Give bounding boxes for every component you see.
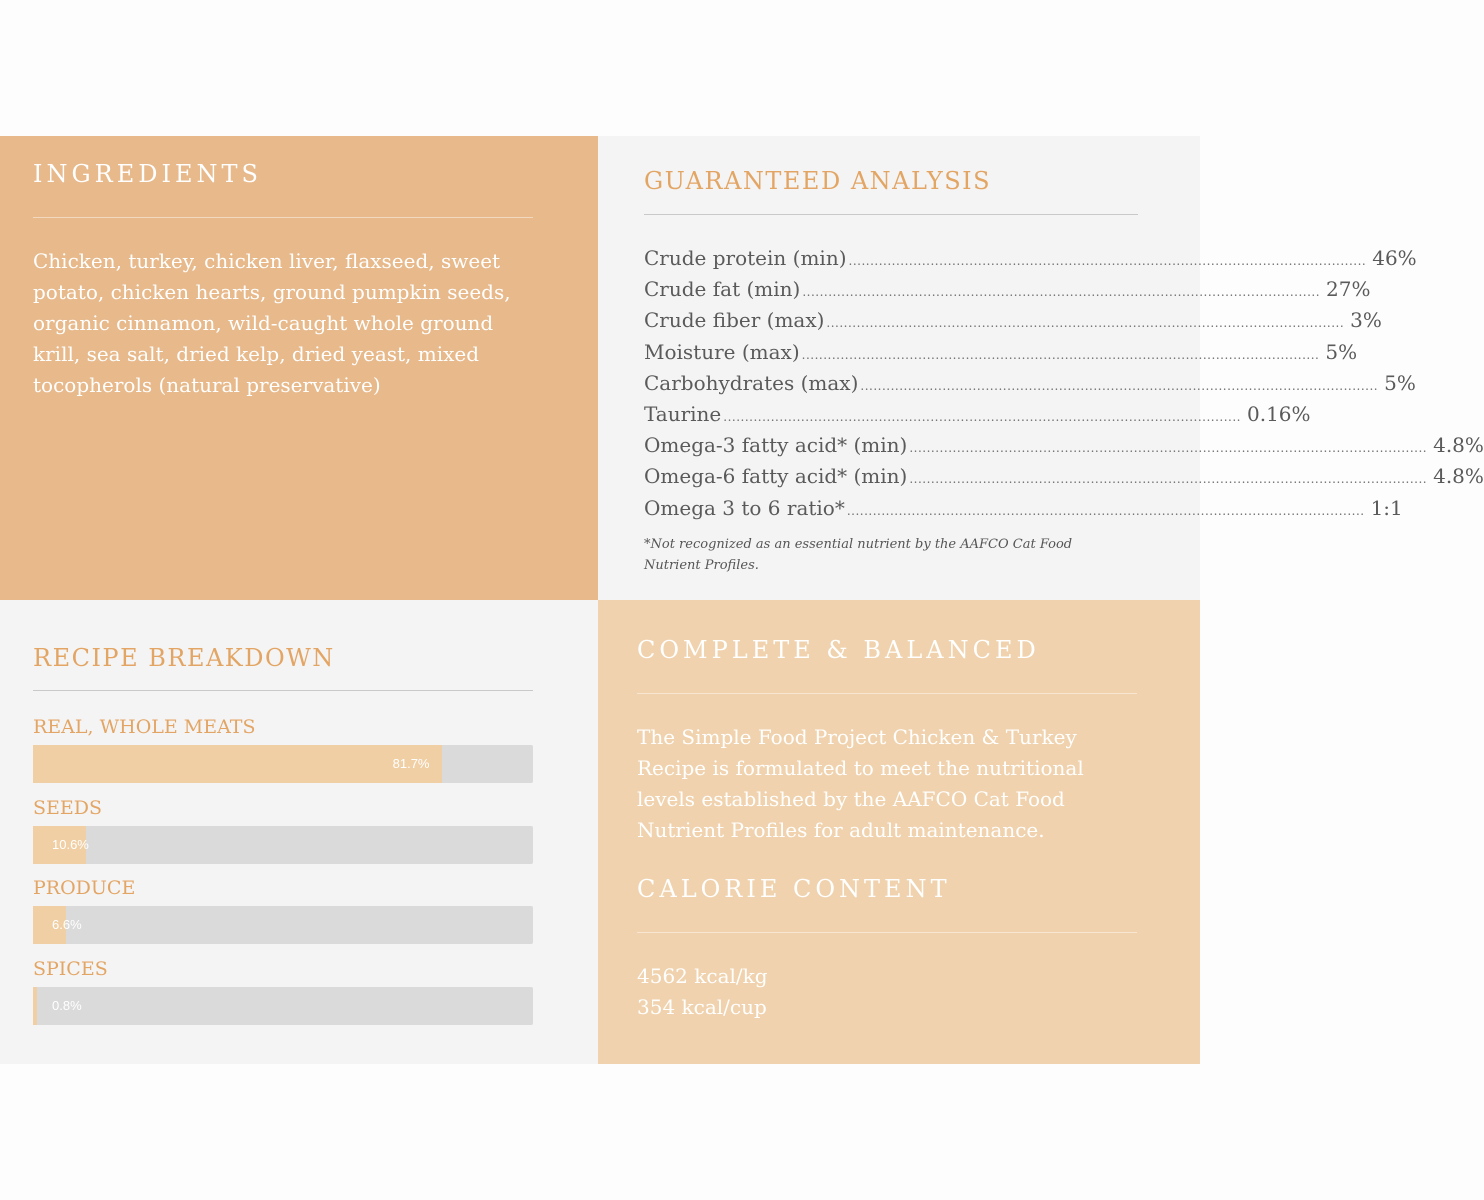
analysis-label: Crude fiber (max) <box>644 308 825 333</box>
divider <box>637 693 1137 694</box>
breakdown-bar-fill <box>33 987 37 1025</box>
analysis-value: 4.8% <box>1433 433 1484 458</box>
analysis-row <box>644 495 1403 527</box>
recipe-breakdown-title: RECIPE BREAKDOWN <box>33 644 335 672</box>
breakdown-percent: 10.6% <box>52 836 89 852</box>
complete-balanced-panel <box>598 600 1200 1064</box>
recipe-breakdown-panel <box>0 600 598 1064</box>
ingredients-title: INGREDIENTS <box>33 160 262 188</box>
analysis-label: Crude protein (min) <box>644 246 847 270</box>
calories-per-cup: 354 kcal/cup <box>637 995 767 1019</box>
divider <box>644 214 1138 215</box>
breakdown-percent: 6.6% <box>52 917 82 932</box>
calories-per-kg: 4562 kcal/kg <box>637 964 768 988</box>
divider <box>33 690 533 691</box>
guaranteed-analysis-panel <box>598 136 1484 600</box>
analysis-value: 0.16% <box>1247 401 1311 426</box>
analysis-footnote: *Not recognized as an essential nutrient by the AAFCO Cat Food Nutrient Profiles. <box>644 537 1073 573</box>
breakdown-label: SEEDS <box>33 796 103 819</box>
analysis-value: 1:1 <box>1370 495 1403 520</box>
analysis-row <box>644 370 1416 402</box>
analysis-row <box>644 464 1484 495</box>
dot-leader: ........................................................................................................................ <box>826 316 1345 331</box>
breakdown-percent: 81.7% <box>392 756 430 771</box>
analysis-row <box>644 308 1382 339</box>
breakdown-bar-track <box>33 745 533 783</box>
dot-leader: ........................................................................................................................ <box>909 472 1428 487</box>
dot-leader: ........................................................................................................................ <box>848 254 1367 268</box>
analysis-row <box>644 401 1311 433</box>
breakdown-bar-track <box>33 987 533 1025</box>
analysis-label: Omega-3 fatty acid* (min) <box>644 433 908 458</box>
breakdown-label: PRODUCE <box>33 877 136 899</box>
complete-balanced-text: The Simple Food Project Chicken & Turkey Recipe is formulated to meet the nutritional levels established by the AAFCO Cat Food Nutrient Profiles for adult maintenance. <box>637 725 1084 842</box>
dot-leader: ........................................................................................................................ <box>860 378 1379 393</box>
ingredients-panel <box>0 136 598 600</box>
analysis-row <box>644 339 1358 371</box>
analysis-label: Taurine <box>644 401 722 426</box>
analysis-row <box>644 277 1371 308</box>
dot-leader: ........................................................................................................................ <box>846 503 1365 518</box>
analysis-value: 3% <box>1350 308 1382 333</box>
analysis-value: 27% <box>1326 277 1371 302</box>
calorie-values <box>637 961 768 1023</box>
divider <box>637 932 1137 933</box>
dot-leader: ........................................................................................................................ <box>801 347 1320 362</box>
analysis-label: Moisture (max) <box>644 339 800 364</box>
analysis-label: Carbohydrates (max) <box>644 370 859 395</box>
analysis-row <box>644 246 1417 277</box>
analysis-row <box>644 433 1484 464</box>
ingredients-text: Chicken, turkey, chicken liver, flaxseed, sweet potato, chicken hearts, ground pumpkin seeds, organic cinnamon, wild-caught whole ground krill, sea salt, dried kelp, dried yeast, mixed tocopherols (natural preservative) <box>33 249 511 397</box>
analysis-label: Omega 3 to 6 ratio* <box>644 495 845 520</box>
breakdown-bar-track <box>33 906 533 944</box>
calorie-content-title: CALORIE CONTENT <box>637 875 951 903</box>
analysis-list <box>644 246 1484 527</box>
guaranteed-analysis-title: GUARANTEED ANALYSIS <box>644 167 992 195</box>
analysis-label: Omega-6 fatty acid* (min) <box>644 464 908 489</box>
dot-leader: ........................................................................................................................ <box>909 441 1428 456</box>
breakdown-percent: 0.8% <box>52 997 82 1013</box>
analysis-value: 5% <box>1325 339 1358 364</box>
breakdown-label: REAL, WHOLE MEATS <box>33 716 256 738</box>
dot-leader: ........................................................................................................................ <box>802 285 1321 300</box>
dot-leader: ........................................................................................................................ <box>723 409 1241 424</box>
complete-balanced-title: COMPLETE & BALANCED <box>637 636 1040 664</box>
breakdown-bar-fill <box>33 745 442 783</box>
breakdown-label: SPICES <box>33 957 108 980</box>
divider <box>33 217 533 218</box>
analysis-label: Crude fat (min) <box>644 277 801 302</box>
analysis-value: 46% <box>1372 246 1417 270</box>
breakdown-bar-track <box>33 826 533 864</box>
analysis-value: 4.8% <box>1433 464 1484 489</box>
analysis-value: 5% <box>1384 370 1416 395</box>
